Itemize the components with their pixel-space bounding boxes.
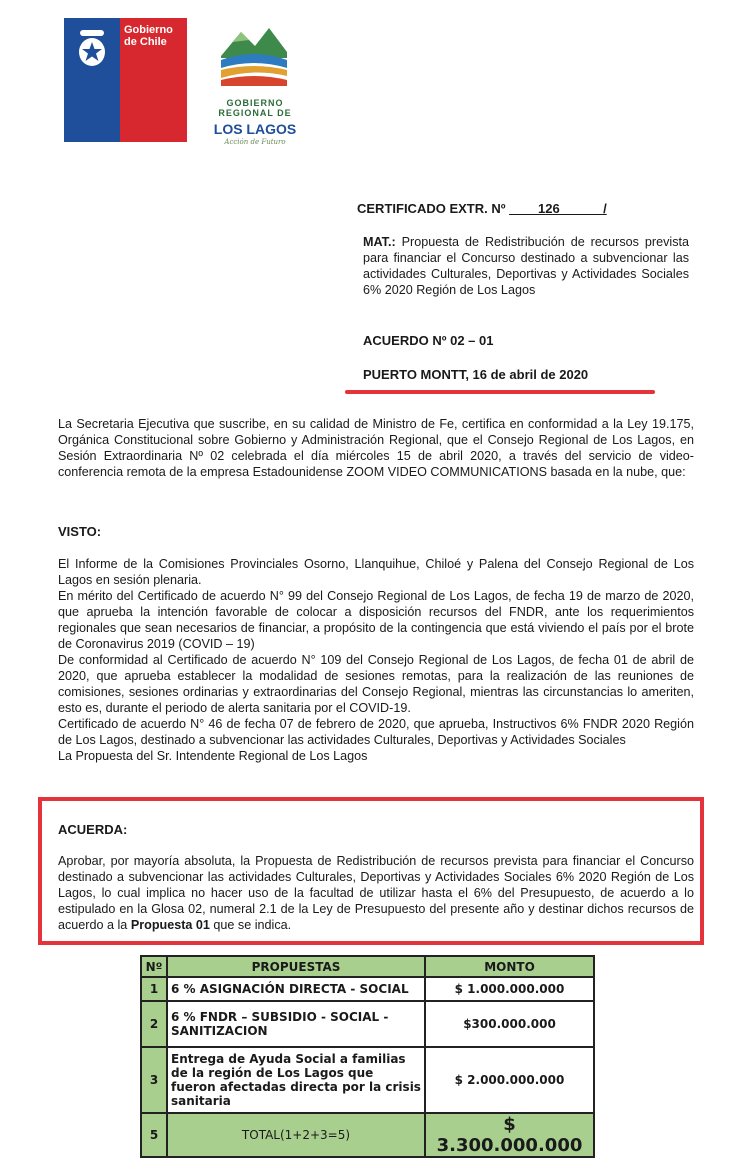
table-row [141,1047,594,1113]
intro-paragraph: La Secretaria Ejecutiva que suscribe, en su calidad de Ministro de Fe, certifica en conformidad a la Ley 19.175, Orgánica Constitucional sobre Gobierno y Administración Regional, que el Consejo Regional de Los Lagos, en Sesión Extraordinaria Nº 02 celebrada el día miércoles 15 de abril 2020, a través del servicio de video-conferencia remota de la empresa Estadounidense ZOOM VIDEO COMMUNICATIONS basada en la nube, que: [58,417,694,479]
row-amount: $300.000.000 [425,1001,594,1047]
coat-of-arms-icon [70,26,114,70]
visto-item: Certificado de acuerdo N° 46 de fecha 07 de febrero de 2020, que aprueba, Instructivos 6% FNDR 2020 Región de Los Lagos, destinado a subvencionar las actividades Culturales, Deportivas y Actividades Sociales [58,717,694,747]
table-row [141,977,594,1001]
visto-item: En mérito del Certificado de acuerdo N° 99 del Consejo Regional de Los Lagos, de fecha 19 de marzo de 2020, que aprueba la intención favorable de colocar a disposición recursos del FNDR, ante los requerimientos regionales que sean necesarios de financiar, a propósito de la contingencia que está viviendo el país por el brote de Coronavirus 2019 (COVID – 19) [58,589,694,651]
column-header-number: Nº [141,956,167,977]
place-date: PUERTO MONTT, 16 de abril de 2020 [363,367,589,382]
visto-heading: VISTO: [58,524,102,539]
certificate-number [357,201,607,216]
lagos-logo-title [205,98,305,118]
certificate-number-value: ____126______/ [509,201,607,216]
column-header-proposals: PROPUESTAS [167,956,425,977]
row-amount: $ 1.000.000.000 [425,977,594,1001]
row-number: 2 [141,1001,167,1047]
visto-list [58,556,694,764]
total-number: 5 [141,1113,167,1157]
acuerda-tail: que se indica. [209,918,292,932]
acuerda-heading: ACUERDA: [58,822,128,837]
proposals-table [140,955,595,1158]
matter-block [363,234,689,298]
row-number: 1 [141,977,167,1001]
visto-item: De conformidad al Certificado de acuerdo N° 109 del Consejo Regional de Los Lagos, de fecha 01 de abril de 2020, que aprueba establecer la modalidad de sesiones remotas, para la realización de las reuniones de comisiones, sesiones ordinarias y extraordinarias del Consejo Regional, mientras las circunstancias lo ameriten, esto es, durante el periodo de alerta sanitaria por el COVID-19. [58,653,694,715]
acuerda-paragraph [58,853,694,933]
chile-logo-blue-field [64,18,120,142]
gobierno-de-chile-logo [64,18,187,142]
row-proposal: Entrega de Ayuda Social a familias de la región de Los Lagos que fueron afectadas directa por la crisis sanitaria [167,1047,425,1113]
lagos-logo-tagline: Acción de Futuro [224,138,286,146]
matter-label: MAT.: [363,235,396,249]
acuerda-proposal-ref: Propuesta 01 [130,918,210,932]
row-proposal: 6 % FNDR – SUBSIDIO - SOCIAL - SANITIZACION [167,1001,425,1047]
total-amount: $ 3.300.000.000 [425,1113,594,1157]
visto-item: La Propuesta del Sr. Intendente Regional de Los Lagos [58,749,368,763]
chile-logo-text: Gobierno de Chile [124,24,173,48]
mountains-lake-icon [219,18,289,88]
acuerda-text: Aprobar, por mayoría absoluta, la Propuesta de Redistribución de recursos prevista para financiar el Concurso destinado a subvencionar las actividades Culturales, Deportivas y Actividades Sociales 6% 2020 Región de Los Lagos, lo cual implica no hacer uso de la facultad de utilizar hasta el 6% del Presupuesto, de acuerdo a lo estipulado en la Glosa 02, numeral 2.1 de la Ley de Presupuesto del presente año y destinar dichos recursos de acuerdo a la [58,854,694,932]
agreement-number: ACUERDO Nº 02 – 01 [363,333,494,348]
row-amount: $ 2.000.000.000 [425,1047,594,1113]
row-proposal: 6 % ASIGNACIÓN DIRECTA - SOCIAL [167,977,425,1001]
column-header-amount: MONTO [425,956,594,977]
lagos-logo-line2: REGIONAL DE [218,108,292,118]
matter-text: Propuesta de Redistribución de recursos prevista para financiar el Concurso destinado a subvencionar las actividades Culturales, Deportivas y Actividades Sociales 6% 2020 Región de Los Lagos [363,235,690,297]
certificate-prefix: CERTIFICADO EXTR. Nº [357,201,506,216]
row-number: 3 [141,1047,167,1113]
table-row [141,1001,594,1047]
visto-item: El Informe de la Comisiones Provinciales Osorno, Llanquihue, Chiloé y Palena del Consejo Regional de Los Lagos en sesión plenaria. [58,557,694,587]
total-label: TOTAL(1+2+3=5) [167,1113,425,1157]
table-header-row [141,956,594,977]
lagos-logo-line1: GOBIERNO [226,98,284,108]
red-highlight-underline [345,390,655,394]
lagos-logo-name: LOS LAGOS [213,121,297,137]
gobierno-regional-los-lagos-logo [205,18,305,148]
table-total-row [141,1113,594,1157]
